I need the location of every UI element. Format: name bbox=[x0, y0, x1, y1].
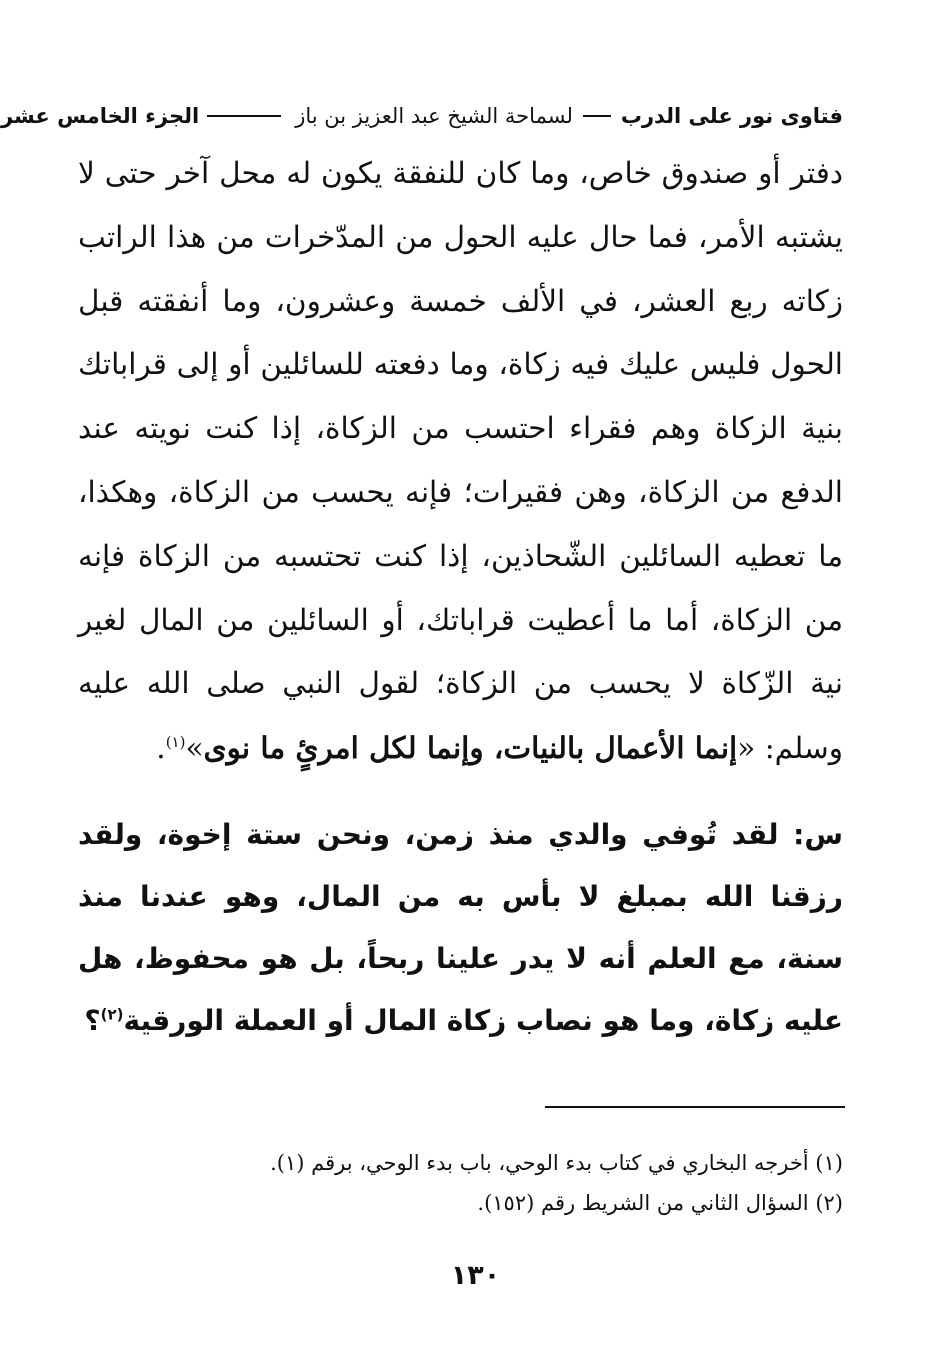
hadith-quote: إنما الأعمال بالنيات، وإنما لكل امرئٍ ما نوى bbox=[203, 730, 738, 766]
question-prefix: س: bbox=[778, 818, 843, 851]
book-title: فتاوى نور على الدرب bbox=[620, 104, 843, 128]
footnote-divider bbox=[545, 1106, 845, 1108]
volume-label: الجزء الخامس عشر bbox=[0, 104, 200, 128]
footnotes bbox=[78, 1143, 843, 1223]
header-volume-group bbox=[1, 104, 199, 128]
footnote-ref-2: (٢) bbox=[100, 1005, 124, 1024]
hadith-close: » bbox=[185, 731, 204, 766]
footnote-2: (٢) السؤال الثاني من الشريط رقم (١٥٢). bbox=[477, 1191, 843, 1215]
answer-text: دفتر أو صندوق خاص، وما كان للنفقة يكون له محل آخر حتى لا يشتبه الأمر، فما حال عليه الحول من المدّخرات من هذا الراتب زكاته ربع العشر، في الألف خمسة وعشرون، وما أنفقته قبل الحول فليس عليك فيه زكاة، وما دفعته للسائلين أو إلى قراباتك بنية الزكاة وهم فقراء احتسب من الزكاة، إذا كنت نويته عند الدفع من الزكاة، وهن فقيرات؛ فإنه يحسب من الزكاة، وهكذا، ما تعطيه السائلين الشّحاذين، إذا كنت تحتسبه من الزكاة فإنه من الزكاة، أما ما أعطيت قراباتك، أو السائلين من المال لغير نية الزّكاة لا يحسب من الزكاة؛ لقول النبي صلى الله عليه وسلم: « bbox=[78, 156, 843, 766]
header-dash bbox=[583, 115, 611, 117]
footnote-1: (١) أخرجه البخاري في كتاب بدء الوحي، باب بدء الوحي، برقم (١). bbox=[270, 1151, 843, 1175]
question-mark: ؟ bbox=[84, 1004, 101, 1037]
question-block bbox=[78, 804, 843, 1052]
header-author: لسماحة الشيخ عبد العزيز بن باز bbox=[295, 104, 573, 128]
footnote-ref-1: (١) bbox=[165, 733, 186, 752]
question-text: لقد تُوفي والدي منذ زمن، ونحن ستة إخوة، ولقد رزقنا الله بمبلغ لا بأس به من المال، وهو عندنا منذ سنة، مع العلم أنه لا يدر علينا ربحاً، بل هو محفوظ، هل عليه زكاة، وما هو نصاب زكاة المال أو العملة الورقية bbox=[78, 818, 843, 1037]
header-title-group bbox=[199, 104, 843, 128]
running-header bbox=[0, 98, 843, 134]
answer-paragraph bbox=[78, 142, 843, 781]
page-number: ١٣٠ bbox=[450, 1260, 501, 1291]
main-text bbox=[78, 142, 843, 781]
end-dot: . bbox=[156, 731, 166, 766]
header-long-dash bbox=[207, 115, 281, 117]
